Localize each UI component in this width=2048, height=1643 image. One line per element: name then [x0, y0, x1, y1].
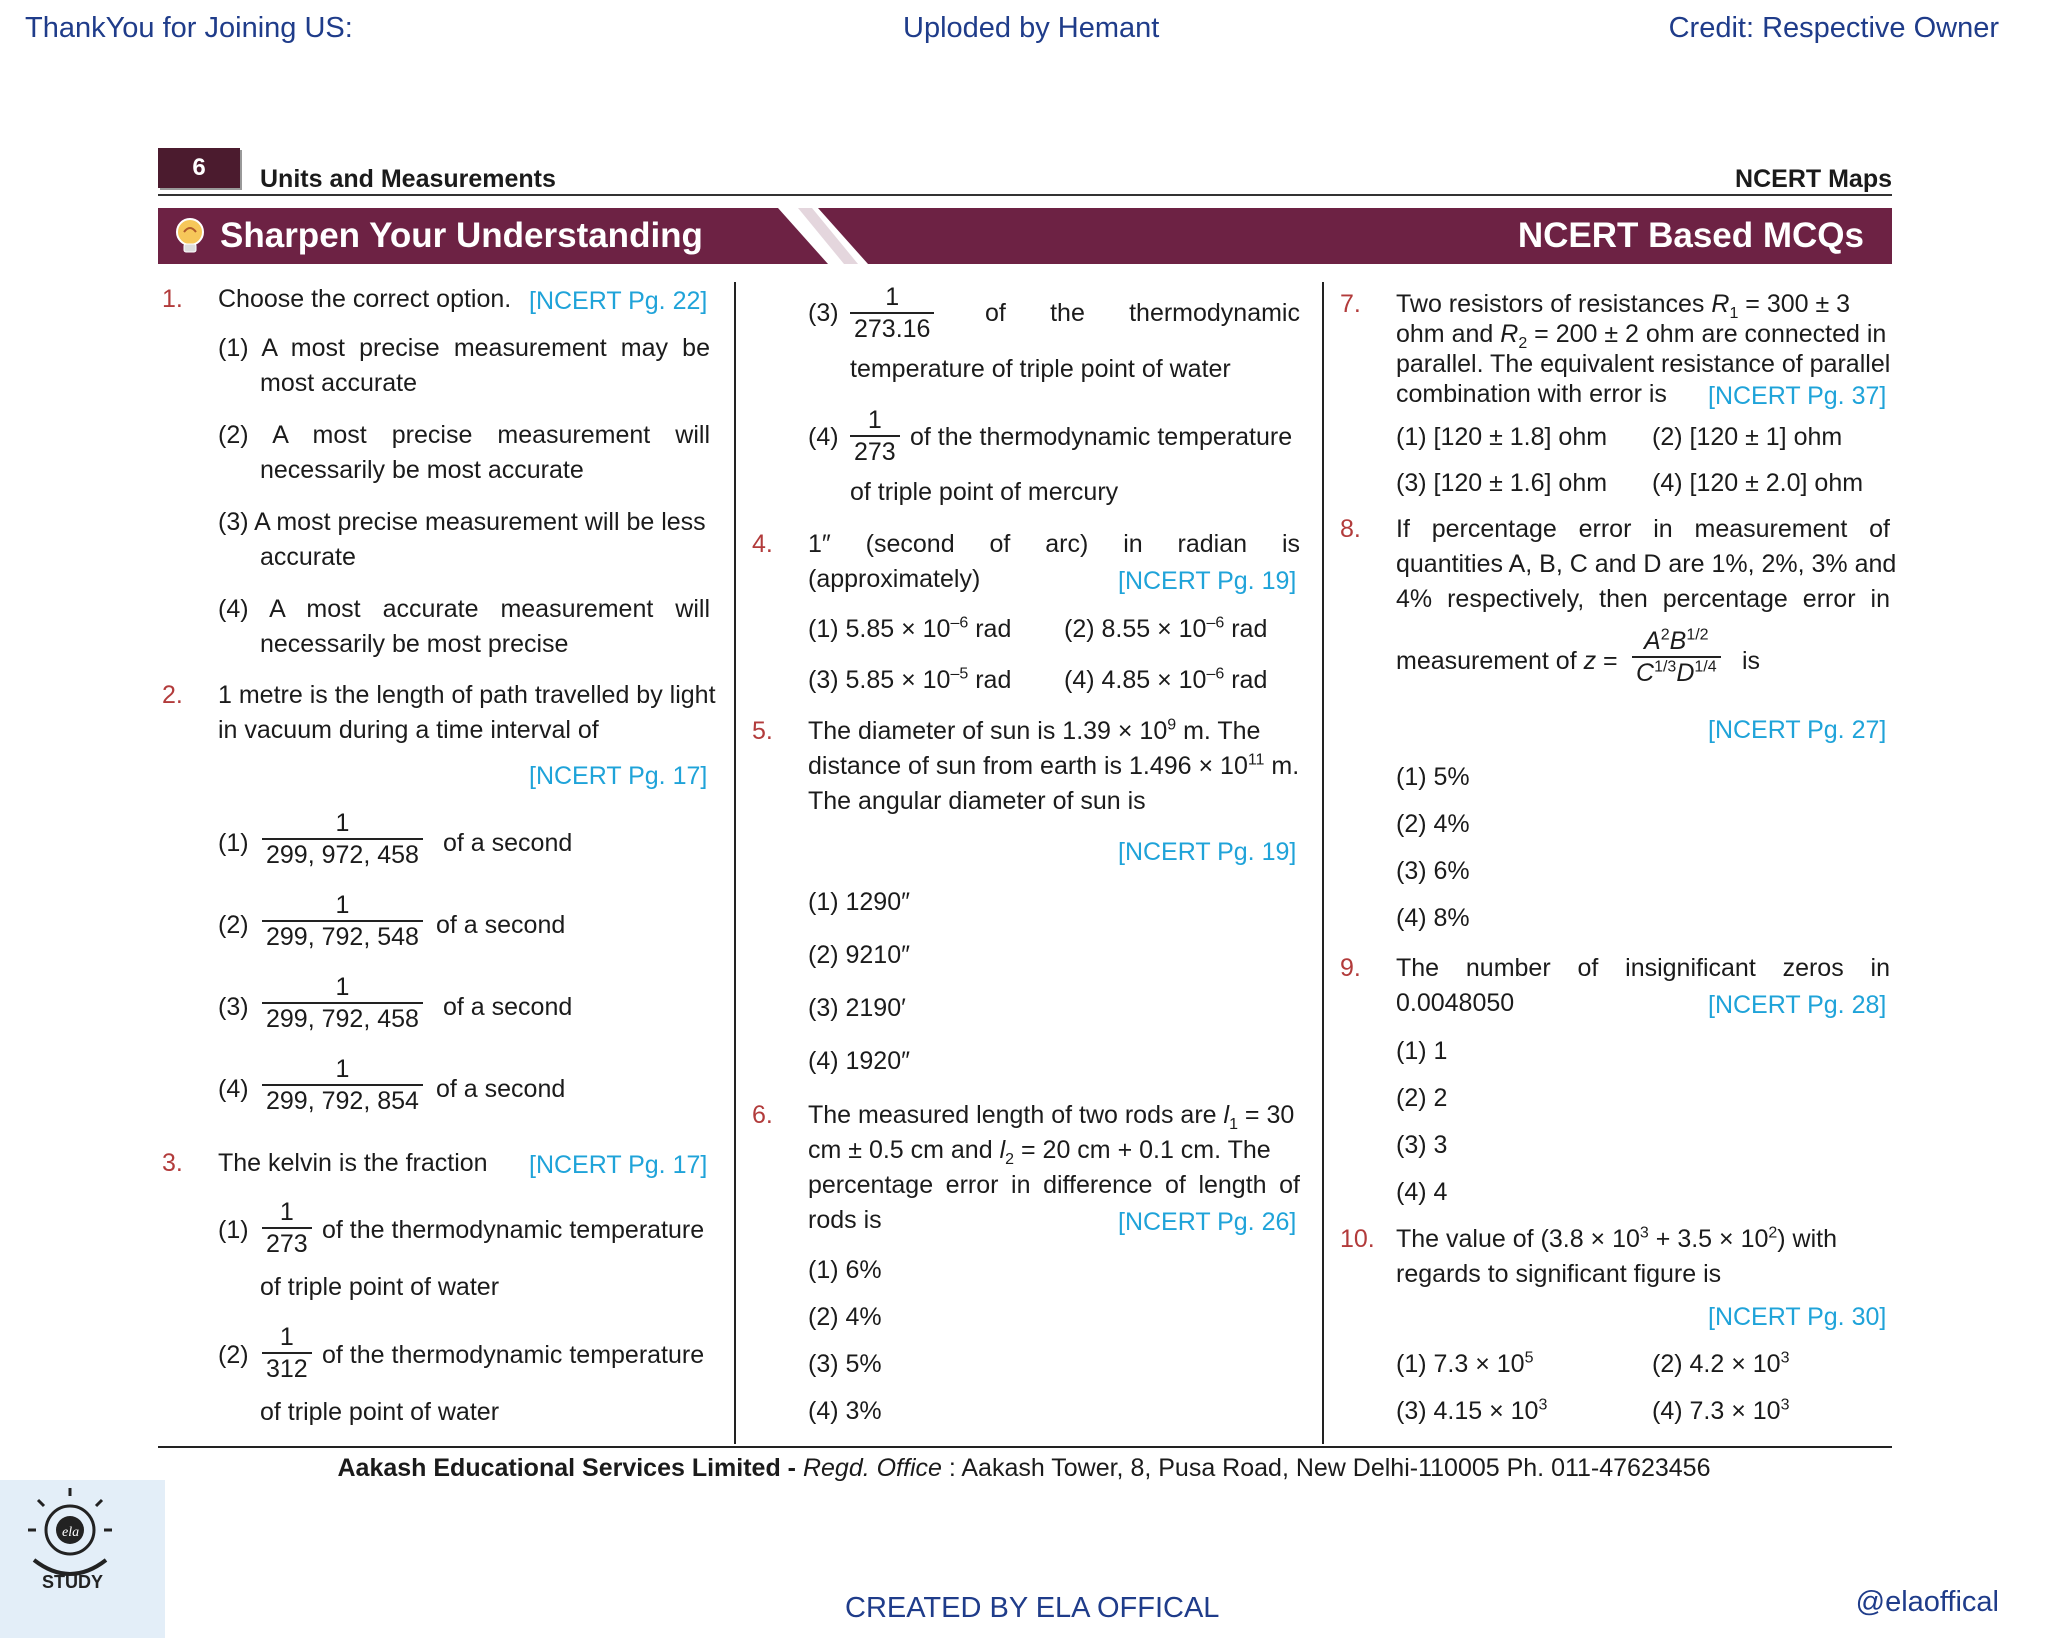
top-left-note: ThankYou for Joining US: — [25, 12, 353, 44]
option-text: most accurate — [260, 369, 418, 397]
option-text: (4) 4 — [1396, 1178, 1448, 1206]
question-text: 4% respectively, then percentage error in — [1396, 585, 1890, 613]
question-text: The angular diameter of sun is — [808, 787, 1146, 815]
option-text: (2) $4.2 \times 10^3$ — [1652, 1349, 1790, 1378]
option-text: (2) A most precise measurement will — [218, 421, 710, 449]
ncert-reference: [NCERT Pg. 22] — [529, 287, 708, 315]
question-text: is — [1742, 647, 1761, 675]
question-number: 9. — [1340, 954, 1361, 982]
option-text: (2) [120 ± 1] ohm — [1652, 423, 1843, 451]
option-label: (2) — [218, 911, 249, 939]
publisher-footer: Aakash Educational Services Limited - Regd. Office : Aakash Tower, 8, Pusa Road, New Delhi-110005 Ph. 011-47623456 — [337, 1454, 1711, 1482]
option-text: (1) A most precise measurement may be — [218, 334, 710, 362]
option-text: (1) 1 — [1396, 1037, 1448, 1065]
option-text: temperature of triple point of water — [850, 355, 1231, 383]
question-number: 2. — [162, 681, 183, 709]
option-text: (1) 1290″ — [808, 888, 910, 916]
option-text: of triple point of mercury — [850, 478, 1119, 506]
chapter-title: Units and Measurements — [260, 165, 556, 193]
page-number: 6 — [158, 148, 240, 188]
question-text: regards to significant figure is — [1396, 1260, 1722, 1288]
option-text: (1) 5% — [1396, 763, 1470, 791]
created-by-text: CREATED BY ELA OFFICAL — [845, 1592, 1220, 1624]
question-number: 10. — [1340, 1225, 1375, 1253]
question-text: percentage error in difference of length of — [808, 1171, 1300, 1199]
option-text: (4) $4.85 \times 10^{-6}$ rad — [1064, 665, 1268, 694]
question-number: 7. — [1340, 290, 1361, 318]
option-text: (3) $5.85 \times 10^{-5}$ rad — [808, 665, 1012, 694]
option-text: of triple point of water — [260, 1273, 500, 1301]
option-label: (4) — [808, 423, 839, 451]
question-text: rods is — [808, 1206, 882, 1234]
ncert-reference: [NCERT Pg. 19] — [1118, 838, 1297, 866]
ncert-reference: [NCERT Pg. 19] — [1118, 567, 1297, 595]
question-text: 0.0048050 — [1396, 989, 1515, 1017]
question-text: distance of sun from earth is $1.496 \times 10^{11}$ m. — [808, 751, 1300, 780]
top-right-note: Credit: Respective Owner — [1668, 12, 1999, 44]
fraction: $\frac{1}{273}$ — [850, 405, 900, 467]
header-rule — [158, 194, 1892, 196]
question-number: 1. — [162, 285, 183, 313]
question-text: If percentage error in measurement of — [1396, 515, 1890, 543]
study-logo — [0, 1480, 165, 1638]
lightbulb-icon — [172, 217, 208, 255]
option-text: (3) [120 ± 1.6] ohm — [1396, 469, 1608, 497]
option-text: (4) [120 ± 2.0] ohm — [1652, 469, 1864, 497]
ncert-reference: [NCERT Pg. 30] — [1708, 1303, 1887, 1331]
question-text: in vacuum during a time interval of — [218, 716, 599, 744]
option-text: of the thermodynamic temperature — [322, 1216, 705, 1244]
question-text: The value of $(3.8 \times 10^3 + 3.5 \times 10^2)$ with — [1396, 1224, 1838, 1253]
option-text: (2) 4% — [1396, 810, 1470, 838]
option-text: of the thermodynamic temperature — [322, 1341, 705, 1369]
ncert-reference: [NCERT Pg. 37] — [1708, 382, 1887, 410]
question-text: The number of insignificant zeros in — [1396, 954, 1890, 982]
ncert-reference: [NCERT Pg. 17] — [529, 762, 708, 790]
option-text: (3) 5% — [808, 1350, 882, 1378]
option-text: (3) 3 — [1396, 1131, 1448, 1159]
question-text: ohm and $R_2 = 200 \pm 2$ ohm are connected in — [1396, 320, 1887, 352]
fraction: $\frac{A^2B^{1/2}}{C^{1/3}D^{1/4}}$ — [1632, 626, 1721, 688]
option-text: of a second — [436, 1075, 566, 1103]
question-number: 6. — [752, 1101, 773, 1129]
fraction: $\frac{1}{299, 792, 854}$ — [262, 1054, 423, 1116]
ncert-reference: [NCERT Pg. 27] — [1708, 716, 1887, 744]
option-text: (4) 8% — [1396, 904, 1470, 932]
option-text: (2) $8.55 \times 10^{-6}$ rad — [1064, 614, 1268, 643]
option-text: (3) 2190′ — [808, 994, 906, 1022]
option-text: necessarily be most precise — [260, 630, 569, 658]
question-text: cm ± 0.5 cm and $l_2 = 20$ cm + 0.1 cm. The — [808, 1136, 1271, 1168]
question-text: Two resistors of resistances $R_1 = 300 \pm 3$ — [1396, 290, 1851, 322]
question-text: The kelvin is the fraction — [218, 1149, 488, 1177]
option-text: of triple point of water — [260, 1398, 500, 1426]
question-number: 5. — [752, 717, 773, 745]
option-text: (2) 4% — [808, 1303, 882, 1331]
fraction: $\frac{1}{299, 792, 548}$ — [262, 890, 423, 952]
column-divider-1 — [734, 282, 736, 1444]
ncert-reference: [NCERT Pg. 26] — [1118, 1208, 1297, 1236]
question-text: quantities A, B, C and D are 1%, 2%, 3% and — [1396, 550, 1897, 578]
top-center-note: Uploded by Hemant — [903, 12, 1160, 44]
svg-text:STUDY: STUDY — [42, 1572, 104, 1592]
ncert-reference: [NCERT Pg. 17] — [529, 1151, 708, 1179]
svg-text:ela: ela — [62, 1525, 80, 1540]
ncert-reference: [NCERT Pg. 28] — [1708, 991, 1887, 1019]
question-text: combination with error is — [1396, 380, 1667, 408]
option-text: of the thermodynamic temperature — [910, 423, 1293, 451]
question-text: The diameter of sun is $1.39 \times 10^9$ m. The — [808, 716, 1261, 745]
question-text: Choose the correct option. — [218, 285, 512, 313]
option-text: (4) 1920″ — [808, 1047, 910, 1075]
option-text: (1) $5.85 \times 10^{-6}$ rad — [808, 614, 1012, 643]
question-text: 1 metre is the length of path travelled by light — [218, 681, 716, 709]
fraction: $\frac{1}{273}$ — [262, 1197, 312, 1259]
question-number: 3. — [162, 1149, 183, 1177]
fraction: $\frac{1}{299, 792, 458}$ — [262, 972, 423, 1034]
question-number: 4. — [752, 530, 773, 558]
option-label: (1) — [218, 1216, 249, 1244]
question-text: 1″ (second of arc) in radian is — [808, 530, 1300, 558]
option-text: (2) 2 — [1396, 1084, 1448, 1112]
column-divider-2 — [1322, 282, 1324, 1444]
option-text: (1) 6% — [808, 1256, 882, 1284]
option-label: (3) — [808, 299, 839, 327]
footer-rule — [158, 1446, 1892, 1448]
question-text: measurement of z = — [1396, 647, 1618, 675]
option-text: (3) A most precise measurement will be less — [218, 508, 706, 536]
fraction: $\frac{1}{312}$ — [262, 1322, 312, 1384]
section-banner — [158, 208, 1892, 264]
series-title: NCERT Maps — [1735, 165, 1892, 193]
option-text: of a second — [443, 993, 573, 1021]
banner-left-title: Sharpen Your Understanding — [220, 216, 703, 255]
option-label: (4) — [218, 1075, 249, 1103]
question-text: (approximately) — [808, 565, 981, 593]
question-text: The measured length of two rods are $l_1 = 30$ — [808, 1101, 1295, 1133]
option-text: (3) $4.15 \times 10^3$ — [1396, 1396, 1548, 1425]
option-text: (1) $7.3 \times 10^5$ — [1396, 1349, 1534, 1378]
option-text: (2) 9210″ — [808, 941, 910, 969]
option-text: of the thermodynamic — [985, 299, 1300, 327]
option-text: (4) A most accurate measurement will — [218, 595, 710, 623]
option-text: (3) 6% — [1396, 857, 1470, 885]
banner-right-title: NCERT Based MCQs — [1517, 216, 1864, 255]
option-text: (4) 3% — [808, 1397, 882, 1425]
question-number: 8. — [1340, 515, 1361, 543]
option-text: necessarily be most accurate — [260, 456, 584, 484]
option-text: (4) $7.3 \times 10^3$ — [1652, 1396, 1790, 1425]
option-label: (3) — [218, 993, 249, 1021]
option-text: accurate — [260, 543, 356, 571]
option-text: (1) [120 ± 1.8] ohm — [1396, 423, 1608, 451]
social-handle: @elaoffical — [1855, 1586, 1999, 1618]
option-label: (2) — [218, 1341, 249, 1369]
ela-study-logo-icon — [0, 1480, 165, 1638]
option-text: of a second — [443, 829, 573, 857]
option-label: (1) — [218, 829, 249, 857]
option-text: of a second — [436, 911, 566, 939]
fraction: $\frac{1}{273.16}$ — [850, 282, 934, 344]
fraction: $\frac{1}{299, 972, 458}$ — [262, 808, 423, 870]
question-text: parallel. The equivalent resistance of parallel — [1396, 350, 1891, 378]
